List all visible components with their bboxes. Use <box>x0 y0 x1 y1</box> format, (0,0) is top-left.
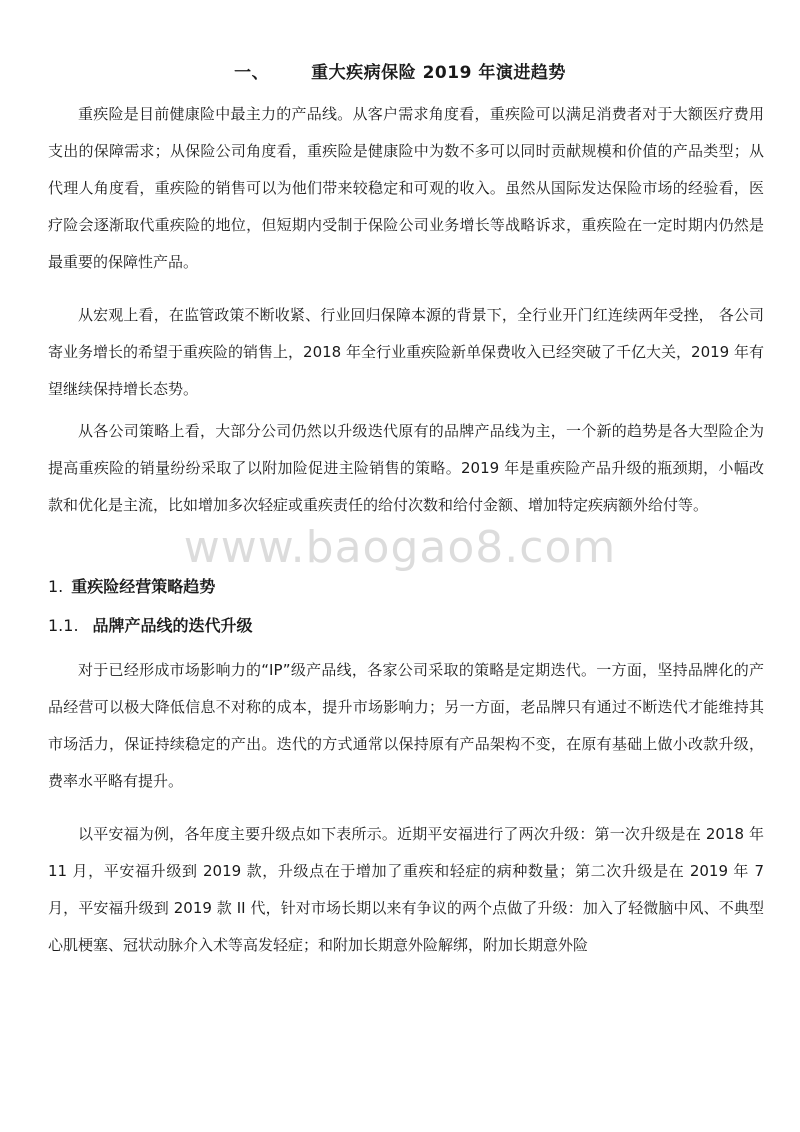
paragraph-3: 从各公司策略上看，大部分公司仍然以升级迭代原有的品牌产品线为主，一个新的趋势是各大型险企为提高重疾险的销量纷纷采取了以附加险促进主险销售的策略。2019 年是重疾险产品升级的瓶颈期，小幅改款和优化是主流，比如增加多次轻症或重疾责任的给付次数和给付金额、增加特定疾病额外给付等。 <box>48 422 764 514</box>
title-number: 一、 <box>234 63 270 83</box>
watermark: www.baogao8.com <box>183 522 617 573</box>
paragraph-4: 对于已经形成市场影响力的“IP”级产品线，各家公司采取的策略是定期迭代。一方面，坚持品牌化的产品经营可以极大降低信息不对称的成本，提升市场影响力；另一方面，老品牌只有通过不断迭代才能维持其市场活力，保证持续稳定的产出。迭代的方式通常以保持原有产品架构不变，在原有基础上做小改款升级，费率水平略有提升。 <box>48 661 764 790</box>
section-heading-1-1-text: 品牌产品线的迭代升级 <box>92 616 253 635</box>
document-title <box>0 58 800 83</box>
title-text: 重大疾病保险 2019 年演进趋势 <box>311 63 566 83</box>
section-number-1: 1. <box>48 577 64 596</box>
paragraph-1: 重疾险是目前健康险中最主力的产品线。从客户需求角度看，重疾险可以满足消费者对于大额医疗费用支出的保障需求；从保险公司角度看，重疾险是健康险中为数不多可以同时贡献规模和价值的产品类型；从代理人角度看，重疾险的销售可以为他们带来较稳定和可观的收入。虽然从国际发达保险市场的经验看，医疗险会逐渐取代重疾险的地位，但短期内受制于保险公司业务增长等战略诉求，重疾险在一定时期内仍然是最重要的保障性产品。 <box>48 105 764 271</box>
paragraph-2: 从宏观上看，在监管政策不断收紧、行业回归保障本源的背景下，全行业开门红连续两年受挫， 各公司寄业务增长的希望于重疾险的销售上，2018 年全行业重疾险新单保费收入已经突破了千亿大关，2019 年有望继续保持增长态势。 <box>48 306 764 398</box>
paragraph-5: 以平安福为例，各年度主要升级点如下表所示。近期平安福进行了两次升级：第一次升级是在 2018 年 11 月，平安福升级到 2019 款，升级点在于增加了重疾和轻症的病种数量；第二次升级是在 2019 年 7 月，平安福升级到 2019 款 II 代，针对市场长期以来有争议的两个点做了升级：加入了轻微脑中风、不典型心肌梗塞、冠状动脉介入术等高发轻症；和附加长期意外险解绑，附加长期意外险 <box>48 825 764 954</box>
section-heading-1-1 <box>48 613 253 636</box>
section-heading-1-text: 重疾险经营策略趋势 <box>71 577 216 596</box>
section-heading-1 <box>48 574 215 597</box>
section-number-1-1: 1.1. <box>48 616 79 635</box>
